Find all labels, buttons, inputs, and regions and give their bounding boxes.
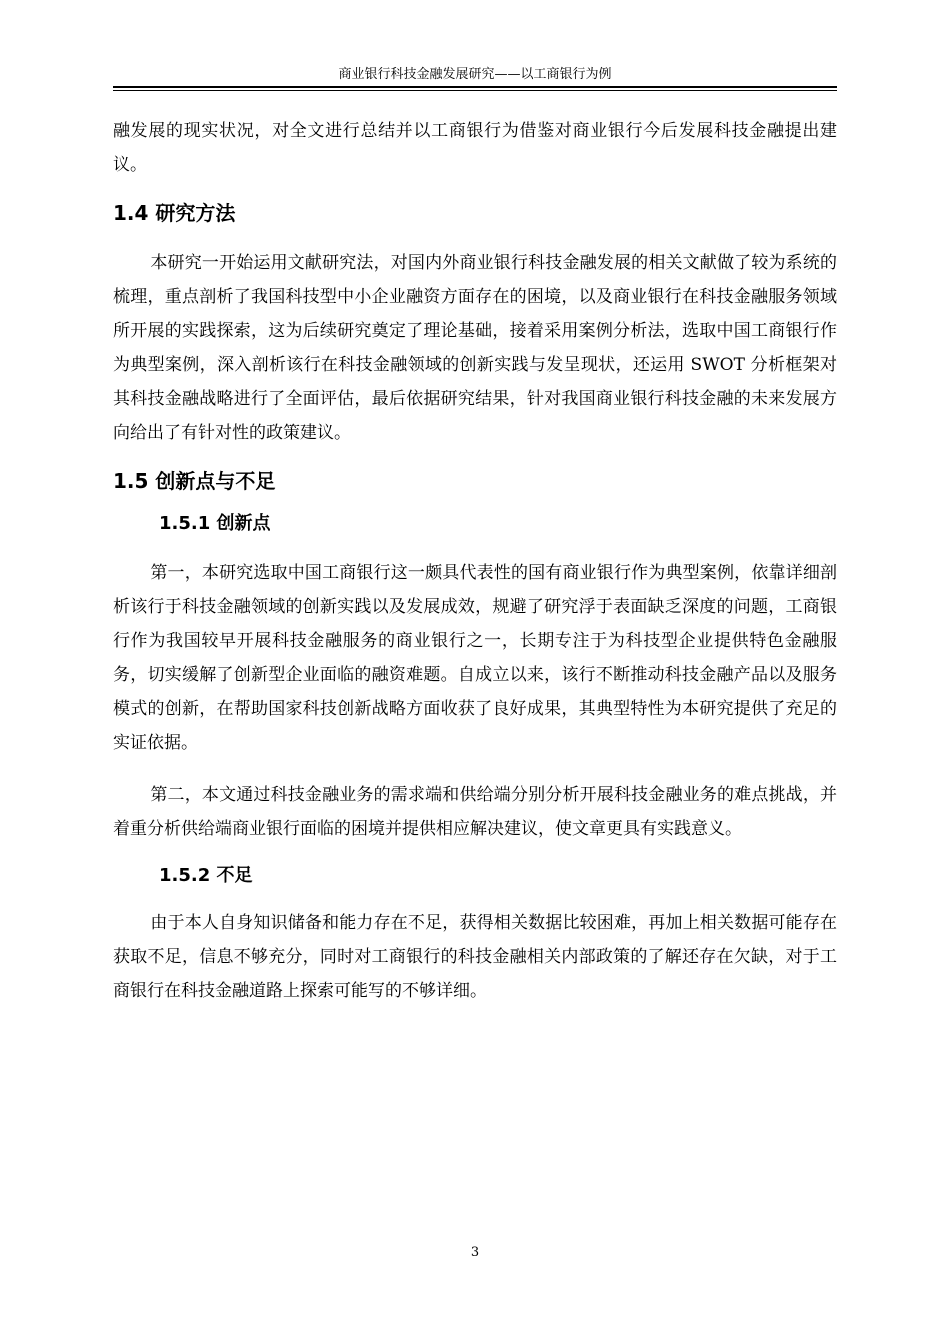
shortcomings-paragraph: 由于本人自身知识储备和能力存在不足，获得相关数据比较困难，再加上相关数据可能存在获取不足，信息不够充分，同时对工商银行的科技金融相关内部政策的了解还存在欠缺，对于工商银行在科技金融道路上探索可能写的不够详细。: [113, 913, 837, 1001]
section-heading-1-4: 1.4 研究方法: [113, 201, 236, 225]
header-rule-thin: [113, 90, 837, 91]
subsection-heading-1-5-2: 1.5.2 不足: [159, 865, 253, 886]
innovation-paragraph-2: 第二，本文通过科技金融业务的需求端和供给端分别分析开展科技金融业务的难点挑战，并着重分析供给端商业银行面临的困境并提供相应解决建议，使文章更具有实践意义。: [113, 785, 837, 839]
page-number: 3: [470, 1245, 480, 1260]
header-rule: [113, 86, 837, 88]
intro-continuation-paragraph: 融发展的现实状况，对全文进行总结并以工商银行为借鉴对商业银行今后发展科技金融提出建议。: [113, 121, 837, 175]
section-heading-1-5: 1.5 创新点与不足: [113, 469, 276, 493]
innovation-paragraph-1: 第一，本研究选取中国工商银行这一颇具代表性的国有商业银行作为典型案例，依靠详细剖析该行于科技金融领域的创新实践以及发展成效，规避了研究浮于表面缺乏深度的问题，工商银行作为我国较早开展科技金融服务的商业银行之一，长期专注于为科技型企业提供特色金融服务，切实缓解了创新型企业面临的融资难题。自成立以来，该行不断推动科技金融产品以及服务模式的创新，在帮助国家科技创新战略方面收获了良好成果，其典型特性为本研究提供了充足的实证依据。: [113, 563, 837, 753]
subsection-heading-1-5-1: 1.5.1 创新点: [159, 513, 271, 534]
body-text: [113, 114, 837, 1008]
running-header: 商业银行科技金融发展研究——以工商银行为例: [338, 67, 612, 82]
research-methods-paragraph: 本研究一开始运用文献研究法，对国内外商业银行科技金融发展的相关文献做了较为系统的梳理，重点剖析了我国科技型中小企业融资方面存在的困境，以及商业银行在科技金融服务领域所开展的实践探索，这为后续研究奠定了理论基础，接着采用案例分析法，选取中国工商银行作为典型案例，深入剖析该行在科技金融领域的创新实践与发呈现状，还运用 SWOT 分析框架对其科技金融战略进行了全面评估，最后依据研究结果，针对我国商业银行科技金融的未来发展方向给出了有针对性的政策建议。: [113, 253, 837, 443]
